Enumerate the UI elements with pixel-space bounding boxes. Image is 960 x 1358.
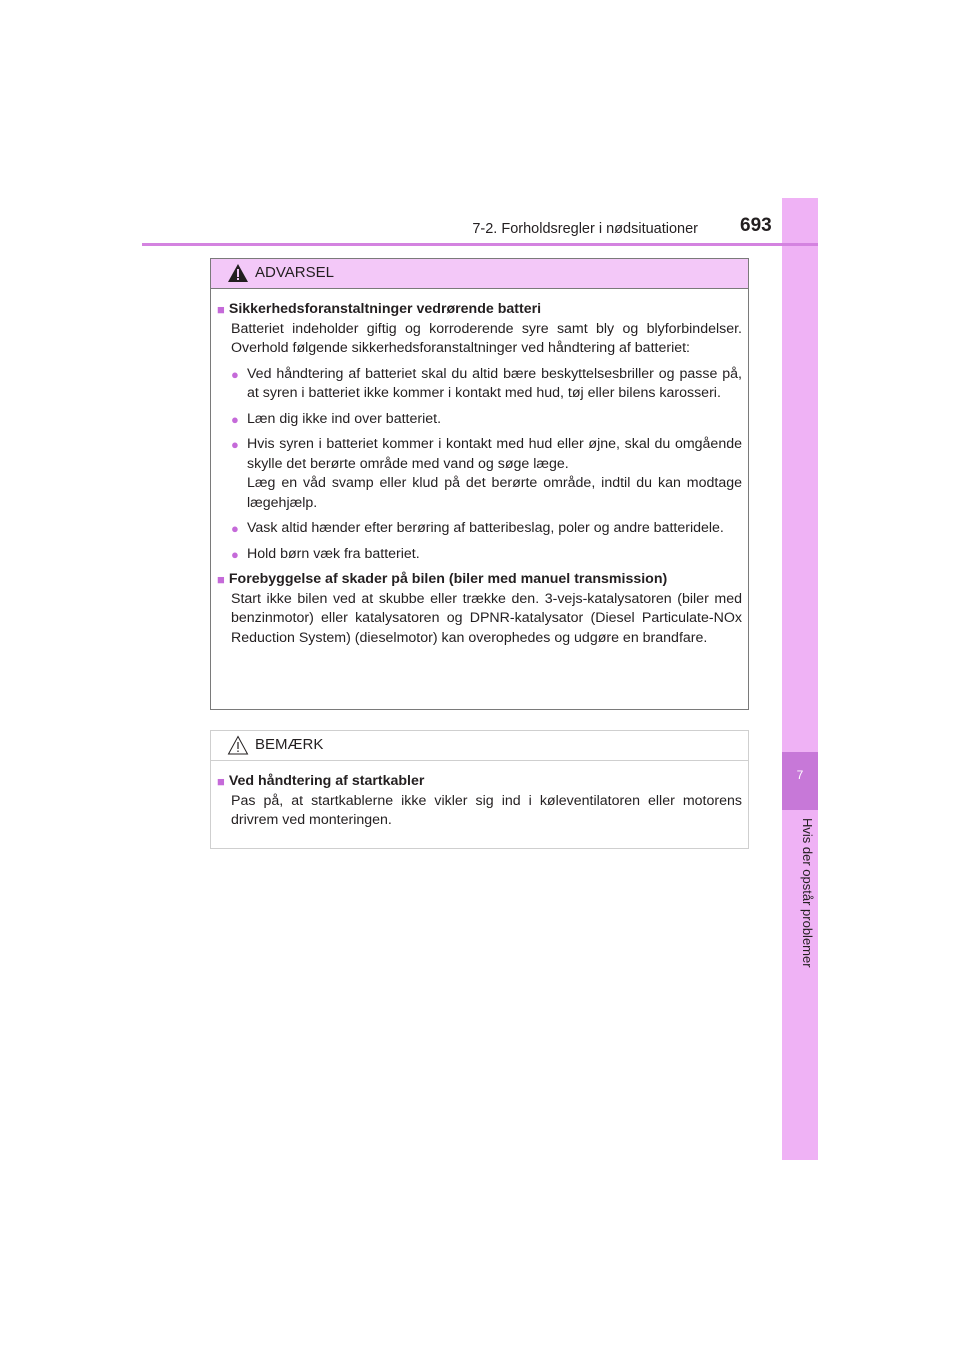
list-item-text: Hvis syren i batteriet kommer i kontakt med hud eller øjne, skal du omgående skylle det berørte område med vand og søge læge. xyxy=(247,436,742,472)
chapter-title: Hvis der opstår problemer xyxy=(800,818,815,968)
list-item xyxy=(231,519,742,539)
warning-body xyxy=(211,289,748,648)
list-item-text: Læg en våd svamp eller klud på det berørte område, indtil du kan modtage lægehjælp. xyxy=(247,475,742,511)
notice-title: BEMÆRK xyxy=(255,736,324,753)
list-item xyxy=(231,545,742,565)
list-item xyxy=(231,410,742,430)
circle-bullet-icon: ● xyxy=(231,521,239,536)
section-heading xyxy=(217,300,742,320)
list-item-text: Hold børn væk fra batteriet. xyxy=(247,545,420,562)
square-bullet-icon: ■ xyxy=(217,302,225,317)
warning-title: ADVARSEL xyxy=(255,264,334,281)
section-heading xyxy=(217,570,742,590)
warning-header xyxy=(211,259,748,289)
header-divider xyxy=(142,243,818,246)
section-text: Pas på, at startkablerne ikke vikler sig ind i køleventilatoren eller motorens drivrem ved monteringen. xyxy=(231,792,742,828)
section-title: 7-2. Forholdsregler i nødsituationer xyxy=(472,221,698,237)
section-heading-text: Ved håndtering af startkabler xyxy=(228,773,425,789)
list-item xyxy=(231,435,742,513)
circle-bullet-icon: ● xyxy=(231,546,239,562)
notice-header xyxy=(211,731,748,761)
list-item-text: Ved håndtering af batteriet skal du altid bære beskyttelsesbriller og passe på, at syren i batteriet ikke kommer i kontakt med hud, tøj eller bilens karosseri. xyxy=(247,365,742,401)
section-text: Batteriet indeholder giftig og korroderende syre samt bly og blyforbindelser. Overhold følgende sikkerhedsforanstaltninger ved håndtering af batteriet: xyxy=(231,320,742,356)
notice-box xyxy=(210,730,749,849)
warning-box xyxy=(210,258,749,710)
list-item xyxy=(231,365,742,404)
square-bullet-icon: ■ xyxy=(217,572,225,587)
section-heading-text: Sikkerhedsforanstaltninger vedrørende batteri xyxy=(228,301,542,317)
list-item-text: Vask altid hænder efter berøring af batteribeslag, poler og andre batteridele. xyxy=(247,520,724,536)
circle-bullet-icon: ● xyxy=(231,366,239,382)
circle-bullet-icon: ● xyxy=(231,411,239,427)
section-heading xyxy=(217,772,742,792)
side-tab xyxy=(782,198,818,1160)
page-number: 693 xyxy=(740,215,772,236)
chapter-number: 7 xyxy=(796,768,804,782)
section-heading-text: Forebyggelse af skader på bilen (biler med manuel transmission) xyxy=(228,571,668,587)
warning-triangle-icon xyxy=(227,263,249,283)
list-item-text: Læn dig ikke ind over batteriet. xyxy=(247,410,442,427)
square-bullet-icon: ■ xyxy=(217,774,225,789)
section-text: Start ikke bilen ved at skubbe eller trække den. 3-vejs-katalysatoren (biler med benzinmotor) eller katalysatoren og DPNR-katalysator (Diesel Particulate-NOx Reduction System) (dieselmotor) kan overophedes og udgøre en brandfare. xyxy=(231,590,742,646)
notice-body xyxy=(211,761,748,831)
caution-triangle-icon xyxy=(227,735,249,755)
circle-bullet-icon: ● xyxy=(231,437,239,452)
